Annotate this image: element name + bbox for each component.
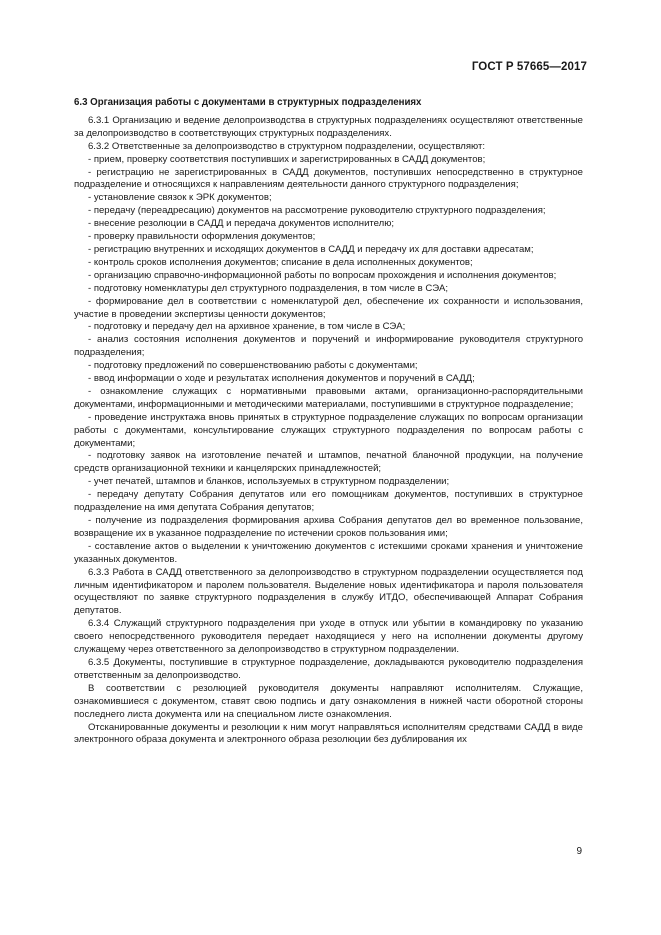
list-item: - контроль сроков исполнения документов; списание в дела исполненных документов; <box>88 256 473 268</box>
paragraph: 6.3.3 Работа в САДД ответственного за делопроизводство в структурном подразделении осуществляется под личным идентификатором и паролем пользователя. Выделение новых идентификатора и пароля пользователя осуществляют по заявке структурного подразделения в службу ИТДО, обеспечивающей Аппарат Собрания депутатов. <box>74 566 583 617</box>
list-item: - формирование дел в соответствии с номенклатурой дел, обеспечение их сохранности и использования, участие в проведении экспертизы ценности документов; <box>74 295 583 320</box>
paragraph: 6.3.5 Документы, поступившие в структурное подразделение, докладываются руководителю подразделения ответственным за делопроизводство. <box>74 656 583 681</box>
list-item: - организацию справочно-информационной работы по вопросам прохождения и исполнения документов; <box>88 269 557 281</box>
list-item: - регистрацию внутренних и исходящих документов в САДД и передачу их для доставки адресатам; <box>88 243 534 255</box>
list-item: - подготовку предложений по совершенствованию работы с документами; <box>88 360 418 372</box>
list-item: - получение из подразделения формирования архива Собрания депутатов дел во временное пользование, возвращение их в указанное подразделение по истечении сроков пользования ими; <box>74 515 583 539</box>
list-item: - анализ состояния исполнения документов и поручений и информирование руководителя структурного подразделения; <box>74 334 583 359</box>
list-item: - подготовку и передачу дел на архивное хранение, в том числе в СЭА; <box>88 321 406 333</box>
list-item: - прием, проверку соответствия поступивших и зарегистрированных в САДД документов; <box>88 153 486 165</box>
list-item: - проведение инструктажа вновь принятых в структурное подразделение служащих по вопросам организации работы с документами, консультирование служащих структурного подразделения по вопросам работы с документами; <box>74 411 583 449</box>
list-item: - регистрацию не зарегистрированных в САДД документов, поступивших непосредственно в структурное подразделение и относящихся к направлениям деятельности данного структурного подразделения; <box>74 166 583 191</box>
paragraph: 6.3.4 Служащий структурного подразделения при уходе в отпуск или убытии в командировку по указанию своего непосредственного руководителя передает находящиеся у него на исполнении документы другому служащему через ответственного за делопроизводство в структурном подразделении. <box>74 618 583 656</box>
list-item: - ввод информации о ходе и результатах исполнения документов и поручений в САДД; <box>88 373 475 385</box>
list-item: - ознакомление служащих с нормативными правовыми актами, организационно-распорядительными документами, информационными и методическими материалами, поступившими в структурное подразделение; <box>74 385 583 410</box>
list-item: - передачу (переадресацию) документов на рассмотрение руководителю структурного подразделения; <box>88 205 546 217</box>
document-code: ГОСТ Р 57665—2017 <box>471 61 587 73</box>
list-item: - подготовку номенклатуры дел структурного подразделения, в том числе в СЭА; <box>88 282 449 294</box>
list-item: - установление связок к ЭРК документов; <box>88 192 272 204</box>
section-heading: 6.3 Организация работы с документами в структурных подразделениях <box>74 97 422 108</box>
page-number: 9 <box>576 846 582 857</box>
document-body <box>74 97 583 747</box>
paragraph: Отсканированные документы и резолюции к ним могут направляться исполнителям средствами САДД в виде электронного образа документа и электронного образа резолюции без дублирования их <box>74 721 583 746</box>
paragraph: 6.3.1 Организацию и ведение делопроизводства в структурных подразделениях осуществляют ответственные за делопроизводство в соответствующих структурных подразделениях. <box>74 114 583 139</box>
paragraph: В соответствии с резолюцией руководителя документы направляют исполнителям. Служащие, ознакомившиеся с документом, ставят свою подпись и дату ознакомления в нижней части оборотной стороны последнего листа документа или на специальном листе ознакомления. <box>74 682 583 720</box>
list-item: - составление актов о выделении к уничтожению документов с истекшими сроками хранения и уничтожение указанных документов. <box>74 540 583 565</box>
list-item: - проверку правильности оформления документов; <box>88 231 316 243</box>
list-item: - подготовку заявок на изготовление печатей и штампов, печатной бланочной продукции, на получение средств организационной техники и канцелярских принадлежностей; <box>74 450 583 475</box>
list-item: - учет печатей, штампов и бланков, используемых в структурном подразделении; <box>88 476 450 488</box>
list-item: - внесение резолюции в САДД и передача документов исполнителю; <box>88 218 395 230</box>
list-item: - передачу депутату Собрания депутатов или его помощникам документов, поступивших в структурное подразделение на имя депутата Собрания депутатов; <box>74 489 583 514</box>
paragraph: 6.3.2 Ответственные за делопроизводство в структурном подразделении, осуществляют: <box>88 140 486 152</box>
